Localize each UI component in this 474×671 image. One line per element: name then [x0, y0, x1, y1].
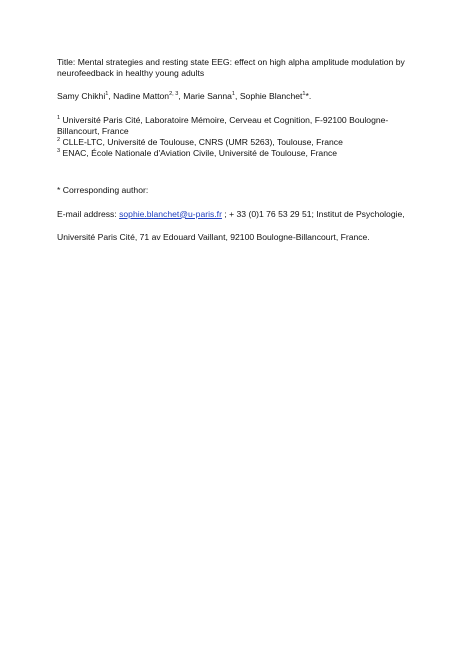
affiliation-list	[57, 115, 422, 160]
affiliation-item	[57, 137, 422, 148]
affiliation-text: Université Paris Cité, Laboratoire Mémoire, Cerveau et Cognition, F-92100 Boulogne-Billancourt, France	[57, 114, 389, 136]
affiliation-number: 1	[57, 114, 61, 121]
author-name: Marie Sanna	[183, 91, 232, 102]
title-page-content	[57, 57, 422, 243]
affiliation-number: 2	[57, 137, 61, 144]
section-spacer	[57, 159, 422, 185]
paper-title: Title: Mental strategies and resting state EEG: effect on high alpha amplitude modulation by neurofeedback in healthy young adults	[57, 57, 405, 79]
author-affiliation-sup: 2, 3	[169, 91, 179, 98]
author-name: Nadine Matton	[113, 91, 170, 102]
affiliation-item	[57, 115, 422, 137]
email-link[interactable]: sophie.blanchet@u-paris.fr	[119, 208, 222, 219]
affiliation-item	[57, 148, 422, 159]
affiliation-text: CLLE-LTC, Université de Toulouse, CNRS (UMR 5263), Toulouse, France	[60, 137, 343, 148]
corresponding-author-label: * Corresponding author:	[57, 185, 149, 196]
author-name: Samy Chikhi	[57, 91, 106, 102]
affiliation-number: 3	[57, 148, 61, 155]
author-list	[57, 91, 422, 102]
contact-email-line	[57, 209, 422, 220]
author-separator: *.	[305, 91, 312, 102]
author-affiliation-sup: 1	[231, 91, 236, 98]
phone-institute-text: ; + 33 (0)1 76 53 29 51; Institut de Psychologie,	[221, 208, 405, 219]
author-separator: ,	[235, 91, 240, 102]
author-separator: ,	[178, 91, 184, 102]
email-prefix: E-mail address:	[57, 208, 120, 219]
author-affiliation-sup: 1	[105, 91, 109, 98]
author-affiliation-sup: 1	[302, 91, 306, 98]
author-name: Sophie Blanchet	[239, 91, 303, 102]
postal-address: Université Paris Cité, 71 av Edouard Vaillant, 92100 Boulogne-Billancourt, France.	[57, 231, 370, 242]
affiliation-text: ENAC, École Nationale d'Aviation Civile, Université de Toulouse, France	[60, 148, 338, 159]
author-separator: ,	[108, 91, 114, 102]
